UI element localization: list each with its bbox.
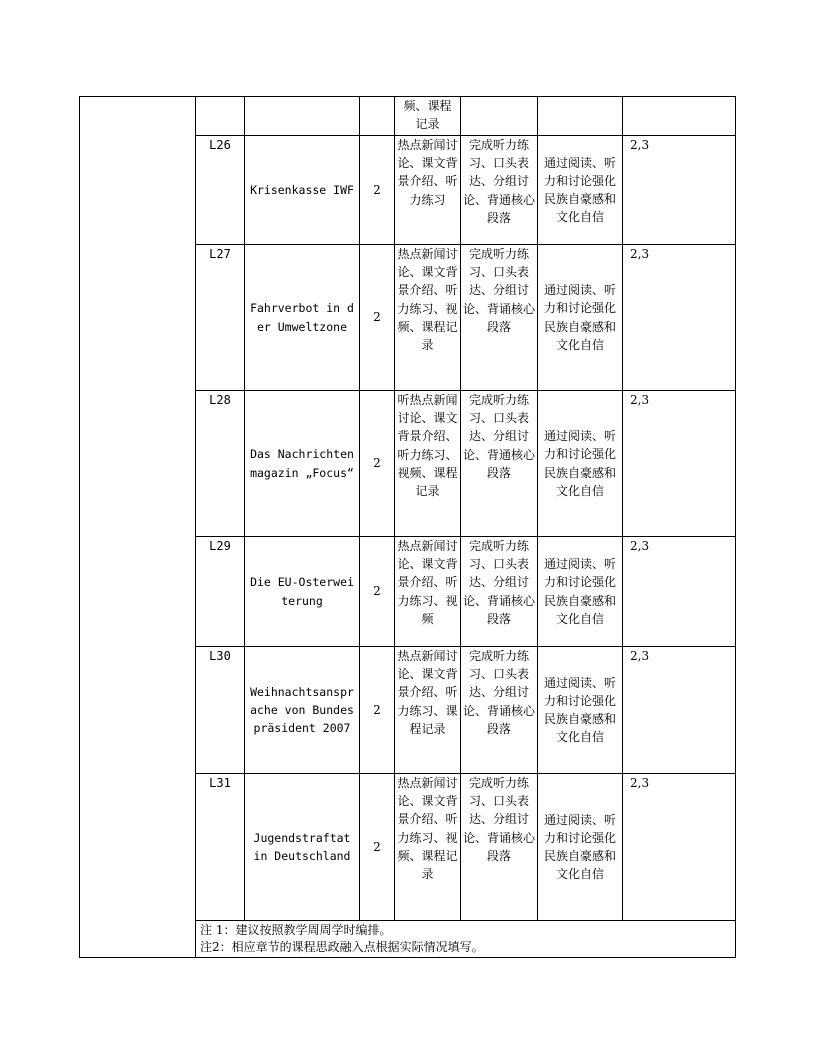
ideology-cell: 通过阅读、听力和讨论强化民族自豪感和文化自信 <box>538 774 623 921</box>
ideology-cell: 通过阅读、听力和讨论强化民族自豪感和文化自信 <box>538 647 623 774</box>
teaching-method-cell: 热点新闻讨论、课文背景介绍、听力练习、视频 <box>395 537 461 647</box>
hours-cell: 2 <box>360 647 395 774</box>
ideology-cell: 通过阅读、听力和讨论强化民族自豪感和文化自信 <box>538 245 623 391</box>
goal-cell: 2,3 <box>623 136 736 245</box>
lesson-title-cell <box>245 97 360 136</box>
homework-cell: 完成听力练习、口头表达、分组讨论、背诵核心段落 <box>461 245 538 391</box>
lesson-number-cell: L26 <box>196 136 245 245</box>
homework-cell <box>461 97 538 136</box>
goal-cell: 2,3 <box>623 245 736 391</box>
chapter-column-cell <box>80 97 196 958</box>
teaching-method-cell: 热点新闻讨论、课文背景介绍、听力练习、视频、课程记录 <box>395 245 461 391</box>
goal-cell: 2,3 <box>623 647 736 774</box>
lesson-number-cell <box>196 97 245 136</box>
hours-cell <box>360 97 395 136</box>
note-line: 注2：相应章节的课程思政融入点根据实际情况填写。 <box>200 940 484 954</box>
teaching-method-cell <box>395 97 461 136</box>
ideology-cell <box>538 97 623 136</box>
goal-cell <box>623 97 736 136</box>
goal-cell: 2,3 <box>623 537 736 647</box>
teaching-method-cell: 听热点新闻讨论、课文背景介绍、听力练习、视频、课程记录 <box>395 391 461 537</box>
teaching-method-cell: 热点新闻讨论、课文背景介绍、听力练习 <box>395 136 461 245</box>
lesson-title-cell: Fahrverbot in der Umweltzone <box>245 245 360 391</box>
lesson-title-cell: Weihnachtsansprache von Bundespräsident 2007 <box>245 647 360 774</box>
lesson-number-cell: L31 <box>196 774 245 921</box>
homework-cell: 完成听力练习、口头表达、分组讨论、背通核心段落 <box>461 136 538 245</box>
lesson-title-cell: Krisenkasse IWF <box>245 136 360 245</box>
hours-cell: 2 <box>360 537 395 647</box>
lesson-number-cell: L29 <box>196 537 245 647</box>
ideology-cell: 通过阅读、听力和讨论强化民族自豪感和文化自信 <box>538 136 623 245</box>
hours-cell: 2 <box>360 774 395 921</box>
ideology-cell: 通过阅读、听力和讨论强化民族自豪感和文化自信 <box>538 537 623 647</box>
teaching-method-cell: 热点新闻讨论、课文背景介绍、听力练习、视频、课程记录 <box>395 774 461 921</box>
teaching-method-text: 频、课程 记录 <box>403 99 452 132</box>
note-line: 注 1：建议按照教学周周学时编排。 <box>200 923 392 937</box>
homework-cell: 完成听力练习、口头表达、分组讨论、背诵核心段落 <box>461 647 538 774</box>
homework-cell: 完成听力练习、口头表达、分组讨论、背通核心段落 <box>461 391 538 537</box>
table-row <box>80 97 736 136</box>
lesson-number-cell: L30 <box>196 647 245 774</box>
homework-cell: 完成听力练习、口头表达、分组讨论、背诵核心段落 <box>461 774 538 921</box>
homework-cell: 完成听力练习、口头表达、分组讨论、背诵核心段落 <box>461 537 538 647</box>
hours-cell: 2 <box>360 136 395 245</box>
syllabus-table-page <box>79 96 736 958</box>
hours-cell: 2 <box>360 391 395 537</box>
lesson-number-cell: L27 <box>196 245 245 391</box>
goal-cell: 2,3 <box>623 774 736 921</box>
lesson-title-cell: Jugendstraftat in Deutschland <box>245 774 360 921</box>
lesson-title-cell: Das Nachrichtenmagazin „Focus“ <box>245 391 360 537</box>
hours-cell: 2 <box>360 245 395 391</box>
notes-cell <box>196 921 736 958</box>
ideology-cell: 通过阅读、听力和讨论强化民族自豪感和文化自信 <box>538 391 623 537</box>
lesson-title-cell: Die EU-Osterweiterung <box>245 537 360 647</box>
lesson-number-cell: L28 <box>196 391 245 537</box>
teaching-method-cell: 热点新闻讨论、课文背景介绍、听力练习、课程记录 <box>395 647 461 774</box>
syllabus-table <box>79 96 736 958</box>
goal-cell: 2,3 <box>623 391 736 537</box>
